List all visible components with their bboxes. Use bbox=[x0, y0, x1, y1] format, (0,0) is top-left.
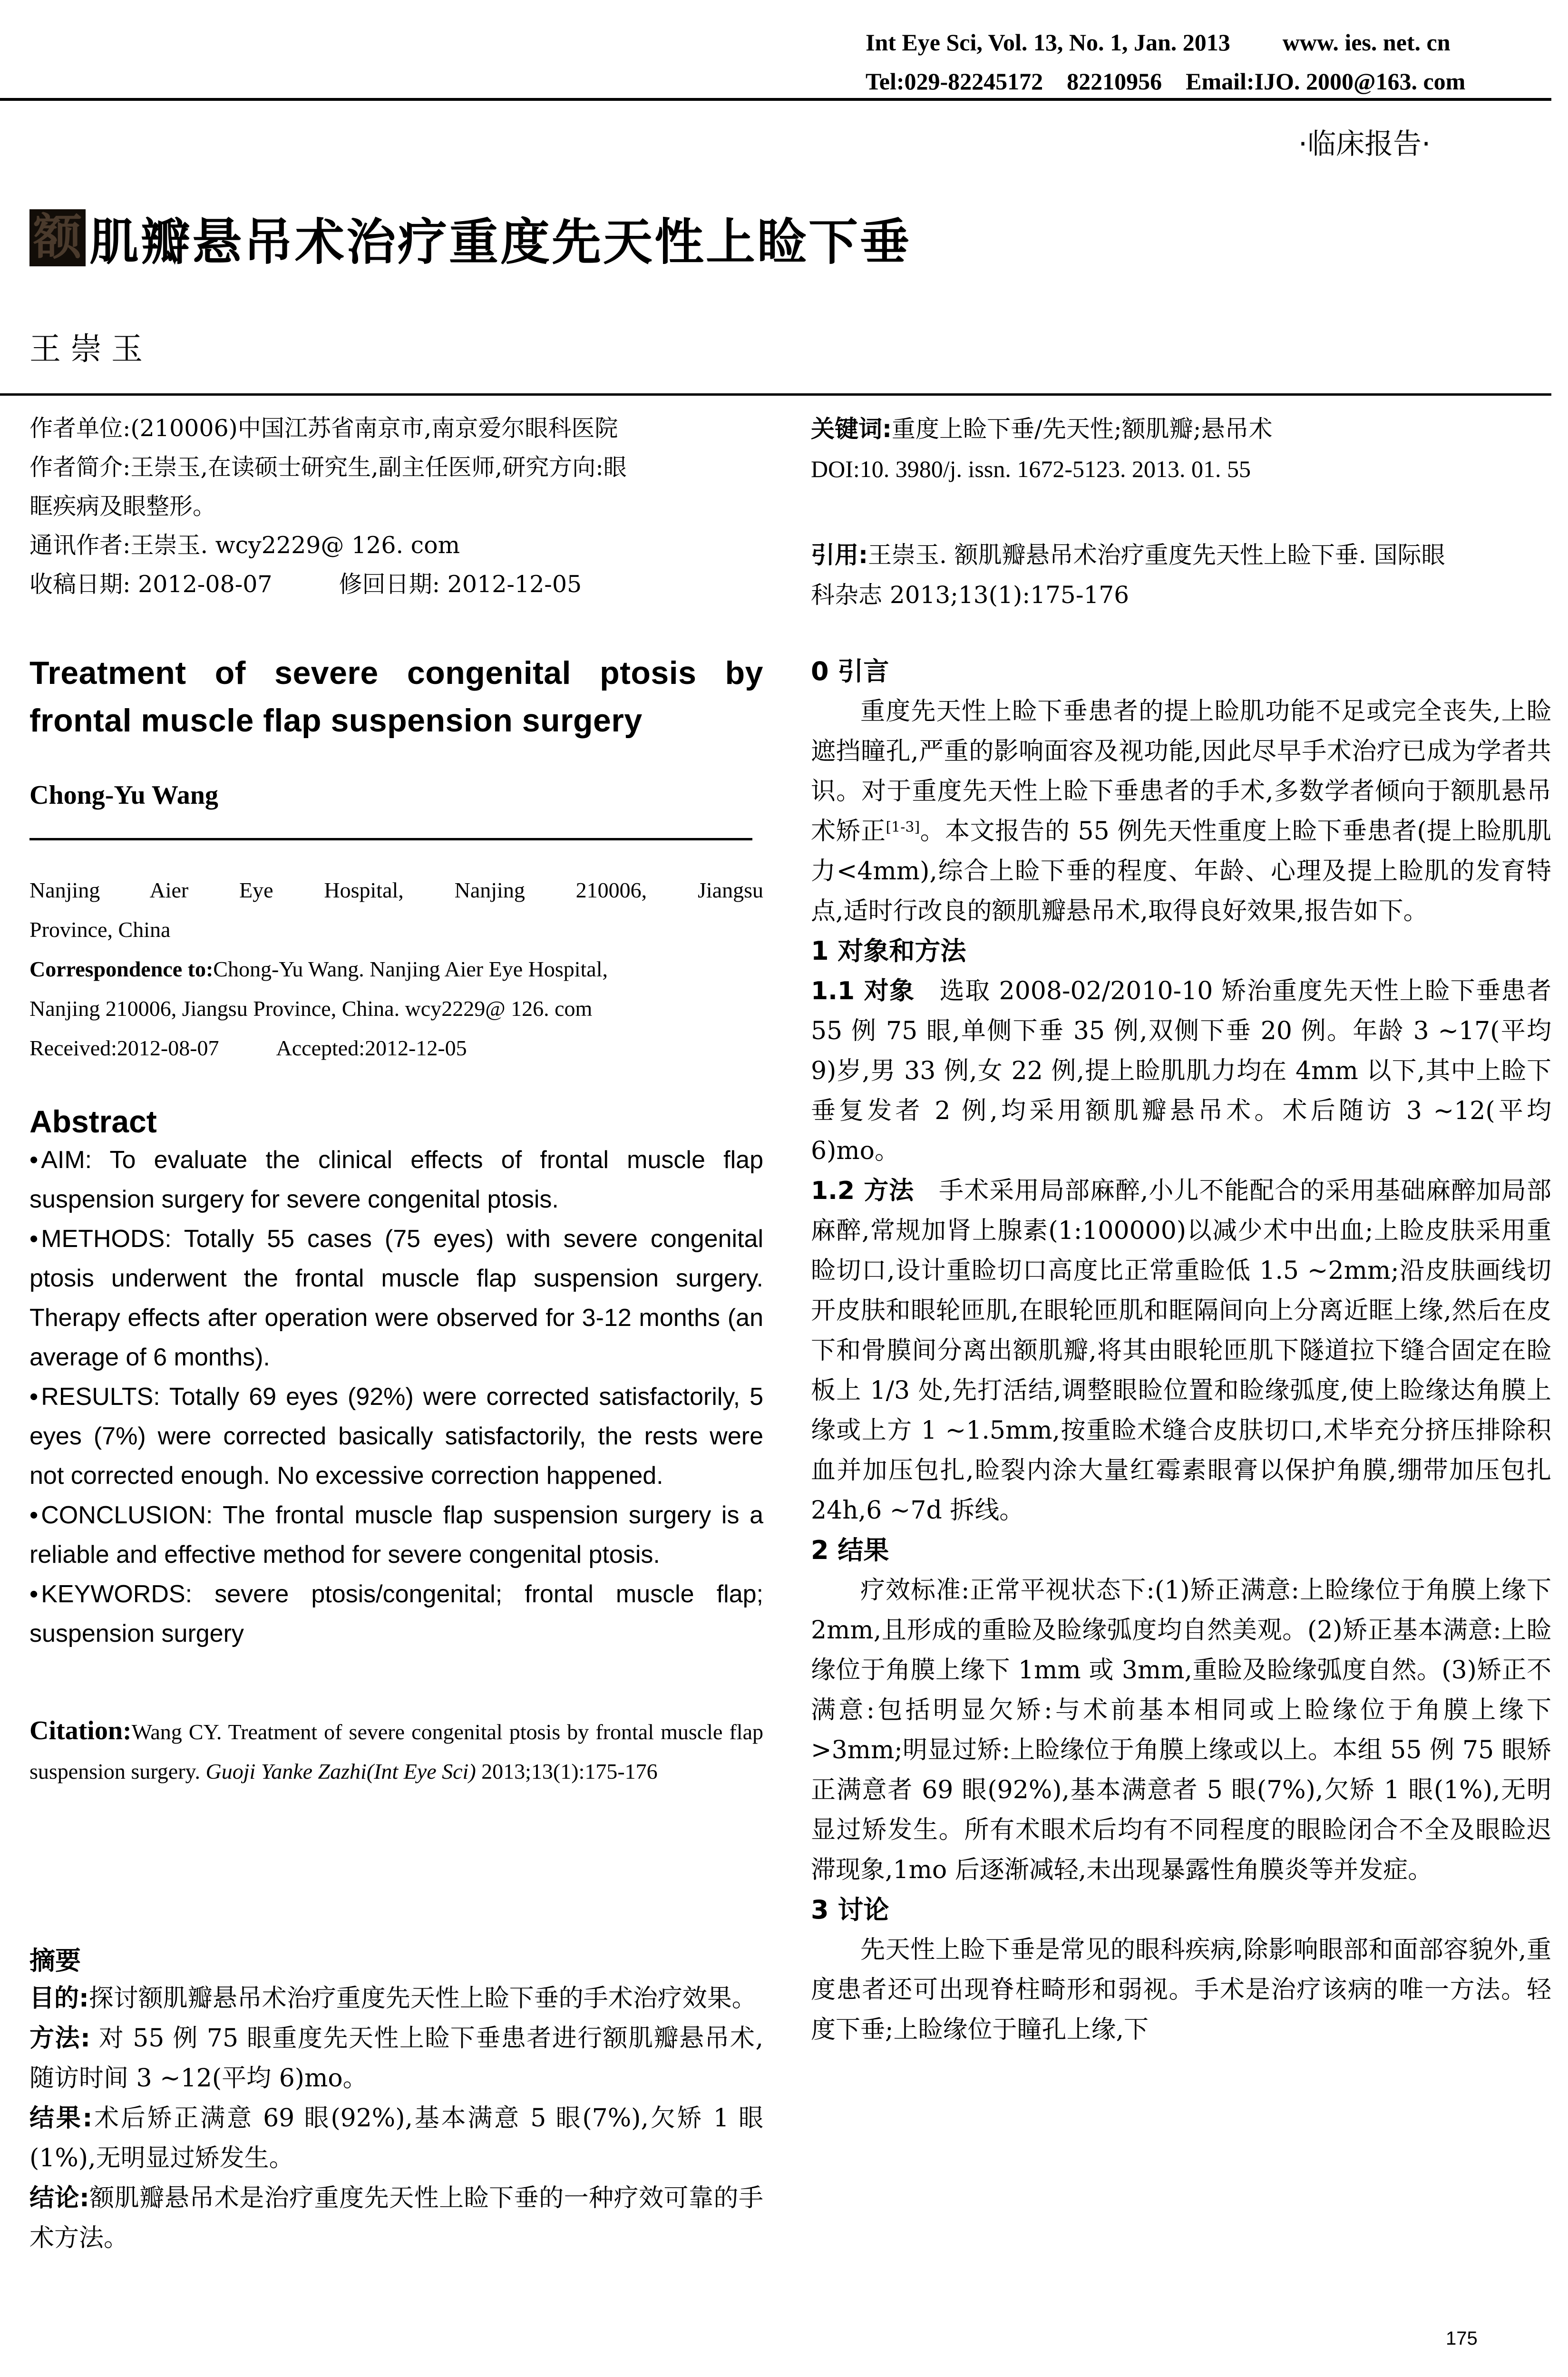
correspondence-line1 bbox=[29, 949, 763, 989]
abstract-cn-body bbox=[29, 1978, 763, 2258]
discussion-paragraph: 先天性上睑下垂是常见的眼科疾病,除影响眼部和面部容貌外,重度患者还可出现脊柱畸形和弱视。手术是治疗该病的唯一方法。轻度下垂;上睑缘位于瞳孔上缘,下 bbox=[811, 1936, 1551, 2044]
title-drop-char: 额 bbox=[29, 209, 86, 266]
citation-label: Citation: bbox=[29, 1716, 132, 1745]
subsection-text: 选取 2008-02/2010-10 矫治重度先天性上睑下垂患者 55 例 75 眼,单侧下垂 35 例,双侧下垂 20 例。年龄 3 ~17(平均 9)岁,男 33 例,女 22 例,提上睑肌肌力均在 4mm 以下,其中上睑下垂复发者 2 例,均采用额肌瓣悬吊术。术后随访 3 ~12(平均 6)mo。 bbox=[811, 977, 1551, 1165]
citation-volume: 2013;13(1):175-176 bbox=[481, 1759, 658, 1783]
bullet-icon: • bbox=[29, 1225, 39, 1253]
subsection-label: 1.2 方法 bbox=[811, 1177, 915, 1205]
citation-cn-line1 bbox=[811, 535, 1551, 575]
abstract-text: Totally 69 eyes (92%) were corrected satisfactorily, 5 eyes (7%) were corrected basically satisfactorily, the rests were not corrected enough. No excessive correction happened. bbox=[29, 1383, 763, 1490]
english-title-line1: Treatment of severe congenital ptosis by bbox=[29, 655, 763, 691]
received-date-en: Received:2012-08-07 bbox=[29, 1036, 219, 1060]
running-header-journal bbox=[866, 29, 1451, 56]
abstract-cn-label: 目的: bbox=[29, 1984, 89, 2013]
abstract-label: KEYWORDS: bbox=[41, 1580, 193, 1608]
affiliation-line1: Nanjing Aier Eye Hospital, Nanjing 210006, Jiangsu bbox=[29, 878, 763, 902]
intro-paragraph bbox=[811, 692, 1551, 931]
page-title bbox=[29, 209, 912, 271]
abstract-cn-conclusion bbox=[29, 2178, 763, 2258]
bullet-icon: • bbox=[29, 1383, 39, 1411]
section-heading-methods: 1 对象和方法 bbox=[811, 936, 966, 966]
subsection-text: 手术采用局部麻醉,小儿不能配合的采用基础麻醉加局部麻醉,常规加肾上腺素(1:100000)以减少术中出血;上睑皮肤采用重睑切口,设计重睑切口高度比正常重睑低 1.5 ~2mm;沿皮肤画线切开皮肤和眼轮匝肌,在眼轮匝肌和眶隔间向上分离近眶上缘,然后在皮下和骨膜间分离出额肌瓣,将其由眼轮匝肌下隧道拉下缝合固定在睑板上 1/3 处,先打活结,调整眼睑位置和睑缘弧度,使上睑缘达角膜上缘或上方 1 ~1.5mm,按重睑术缝合皮肤切口,术毕充分挤压排除积血并加压包扎,睑裂内涂大量红霉素眼膏以保护角膜,绷带加压包扎 24h,6 ~7d 拆线。 bbox=[811, 1177, 1551, 1525]
abstract-text: The frontal muscle flap suspension surgery is a reliable and effective method for severe congenital ptosis. bbox=[29, 1501, 763, 1568]
bullet-icon: • bbox=[29, 1580, 39, 1608]
running-header-contact bbox=[866, 68, 1465, 95]
abstract-text: severe ptosis/congenital; frontal muscle flap; suspension surgery bbox=[29, 1580, 763, 1647]
keywords-cn-label: 关键词: bbox=[811, 415, 892, 443]
abstract-aim bbox=[29, 1140, 763, 1219]
english-author: Chong-Yu Wang bbox=[29, 780, 218, 810]
header-rule bbox=[0, 98, 1551, 101]
abstract-cn-heading: 摘要 bbox=[29, 1946, 81, 1976]
author-affiliation: 作者单位:(210006)中国江苏省南京市,南京爱尔眼科医院 bbox=[29, 415, 618, 442]
abstract-conclusion bbox=[29, 1496, 763, 1575]
revised-date-cn: 修回日期: 2012-12-05 bbox=[339, 571, 582, 598]
journal-website[interactable]: www. ies. net. cn bbox=[1282, 29, 1451, 56]
corresponding-author: 通讯作者:王崇玉. wcy2229@ 126. com bbox=[29, 532, 460, 559]
bullet-icon: • bbox=[29, 1146, 39, 1174]
abstract-cn-methods bbox=[29, 2018, 763, 2098]
abstract-cn-text: 术后矫正满意 69 眼(92%),基本满意 5 眼(7%),欠矫 1 眼(1%),无明显过矫发生。 bbox=[29, 2104, 764, 2172]
abstract-cn-aim bbox=[29, 1978, 763, 2018]
citation-cn-label: 引用: bbox=[811, 541, 868, 569]
journal-tel: Tel:029-82245172 bbox=[866, 68, 1043, 95]
author-rule bbox=[0, 393, 1551, 396]
abstract-cn-label: 结果: bbox=[29, 2104, 93, 2133]
bullet-icon: • bbox=[29, 1501, 39, 1529]
abstract-results bbox=[29, 1377, 763, 1496]
abstract-heading: Abstract bbox=[29, 1104, 157, 1139]
abstract-keywords bbox=[29, 1575, 763, 1654]
author-name-cn: 王崇玉 bbox=[29, 331, 152, 367]
intro-text: 重度先天性上睑下垂患者的提上睑肌功能不足或完全丧失,上睑遮挡瞳孔,严重的影响面容及视功能,因此尽早手术治疗已成为学者共识。对于重度先天性上睑下垂患者的手术,多数学者倾向于额肌悬吊术矫正 bbox=[811, 697, 1551, 846]
citation-cn bbox=[811, 535, 1551, 615]
abstract-label: AIM: bbox=[41, 1146, 92, 1174]
dates-cn bbox=[29, 565, 763, 604]
abstract-cn-text: 探讨额肌瓣悬吊术治疗重度先天性上睑下垂的手术治疗效果。 bbox=[88, 1984, 757, 2013]
citation-cn-line2: 科杂志 2013;13(1):175-176 bbox=[811, 581, 1130, 609]
keywords-cn-line bbox=[811, 409, 1551, 449]
journal-email[interactable]: Email:IJO. 2000@163. com bbox=[1186, 68, 1466, 95]
citation-cn-text1: 王崇玉. 额肌瓣悬吊术治疗重度先天性上睑下垂. 国际眼 bbox=[868, 541, 1445, 569]
english-title bbox=[29, 649, 763, 744]
doi[interactable]: DOI:10. 3980/j. issn. 1672-5123. 2013. 01. 55 bbox=[811, 456, 1251, 482]
keywords-cn-text: 重度上睑下垂/先天性;额肌瓣;悬吊术 bbox=[892, 415, 1273, 443]
abstract-label: METHODS: bbox=[41, 1225, 172, 1253]
english-title-line2: frontal muscle flap suspension surgery bbox=[29, 702, 643, 739]
section-heading-discussion: 3 讨论 bbox=[811, 1895, 889, 1925]
article-body bbox=[811, 652, 1551, 2050]
results-paragraph: 疗效标准:正常平视状态下:(1)矫正满意:上睑缘位于角膜上缘下 2mm,且形成的重睑及睑缘弧度均自然美观。(2)矫正基本满意:上睑缘位于角膜上缘下 1mm 或 3mm,重睑及睑缘弧度自然。(3)矫正不满意:包括明显欠矫:与术前基本相同或上睑缘位于角膜上缘下>3mm;明显过矫:上睑缘位于角膜上缘或以上。本组 55 例 75 眼矫正满意者 69 眼(92%),基本满意者 5 眼(7%),欠矫 1 眼(1%),无明显过矫发生。所有术眼术后均有不同程度的眼睑闭合不全及眼睑迟滞现象,1mo 后逐渐减轻,未出现暴露性角膜炎等并发症。 bbox=[811, 1576, 1551, 1884]
abstract-cn-label: 结论: bbox=[29, 2184, 89, 2212]
abstract-cn-label: 方法: bbox=[29, 2024, 90, 2053]
citation-journal: Guoji Yanke Zazhi(Int Eye Sci) bbox=[205, 1759, 476, 1783]
accepted-date-en: Accepted:2012-12-05 bbox=[276, 1036, 467, 1060]
abstract-text: Totally 55 cases (75 eyes) with severe congenital ptosis underwent the frontal muscle flap suspension surgery. Therapy effects after operation were observed for 3-12 months (an average of 6 months). bbox=[29, 1225, 763, 1371]
english-affiliation bbox=[29, 870, 763, 1068]
author-bio-line1: 作者简介:王崇玉,在读硕士研究生,副主任医师,研究方向:眼 bbox=[29, 454, 627, 481]
journal-citation: Int Eye Sci, Vol. 13, No. 1, Jan. 2013 bbox=[866, 29, 1230, 56]
author-bio-line2: 眶疾病及眼整形。 bbox=[29, 493, 216, 520]
abstract-cn-text: 对 55 例 75 眼重度先天性上睑下垂患者进行额肌瓣悬吊术,随访时间 3 ~12(平均 6)mo。 bbox=[29, 2024, 764, 2093]
reference-citation[interactable]: [1-3] bbox=[886, 819, 920, 836]
dates-en bbox=[29, 1028, 763, 1068]
subsection-subjects bbox=[811, 971, 1551, 1171]
affiliation-line2: Province, China bbox=[29, 917, 171, 942]
keywords-cn bbox=[811, 409, 1551, 489]
page-number: 175 bbox=[1446, 2328, 1478, 2349]
abstract-body bbox=[29, 1140, 763, 1654]
received-date-cn: 收稿日期: 2012-08-07 bbox=[29, 571, 273, 598]
abstract-methods bbox=[29, 1219, 763, 1377]
citation-en bbox=[29, 1711, 763, 1791]
subsection-methods bbox=[811, 1171, 1551, 1530]
section-heading-results: 2 结果 bbox=[811, 1535, 889, 1565]
section-label: ·临床报告· bbox=[1298, 127, 1431, 161]
correspondence-line2: Nanjing 210006, Jiangsu Province, China. wcy2229@ 126. com bbox=[29, 996, 593, 1021]
citation-text: Wang CY. Treatment of severe congenital ptosis by frontal muscle flap suspension surgery. bbox=[29, 1720, 763, 1783]
subsection-label: 1.1 对象 bbox=[811, 977, 915, 1005]
section-heading-intro: 0 引言 bbox=[811, 656, 889, 686]
intro-text-cont: 。本文报告的 55 例先天性重度上睑下垂患者(提上睑肌肌力<4mm),综合上睑下垂的程度、年龄、心理及提上睑肌的发育特点,适时行改良的额肌瓣悬吊术,取得良好效果,报告如下。 bbox=[811, 817, 1551, 925]
correspondence-text1: Chong-Yu Wang. Nanjing Aier Eye Hospital, bbox=[213, 957, 608, 981]
correspondence-label: Correspondence to: bbox=[29, 957, 214, 981]
author-meta-cn bbox=[29, 409, 763, 604]
abstract-label: CONCLUSION: bbox=[41, 1501, 213, 1529]
title-text: 肌瓣悬吊术治疗重度先天性上睑下垂 bbox=[89, 213, 912, 271]
journal-tel2: 82210956 bbox=[1067, 68, 1162, 95]
abstract-text: To evaluate the clinical effects of frontal muscle flap suspension surgery for severe congenital ptosis. bbox=[29, 1146, 763, 1213]
abstract-label: RESULTS: bbox=[41, 1383, 160, 1411]
abstract-cn-results bbox=[29, 2098, 763, 2178]
english-author-rule bbox=[29, 838, 752, 840]
abstract-cn-text: 额肌瓣悬吊术是治疗重度先天性上睑下垂的一种疗效可靠的手术方法。 bbox=[29, 2184, 763, 2252]
